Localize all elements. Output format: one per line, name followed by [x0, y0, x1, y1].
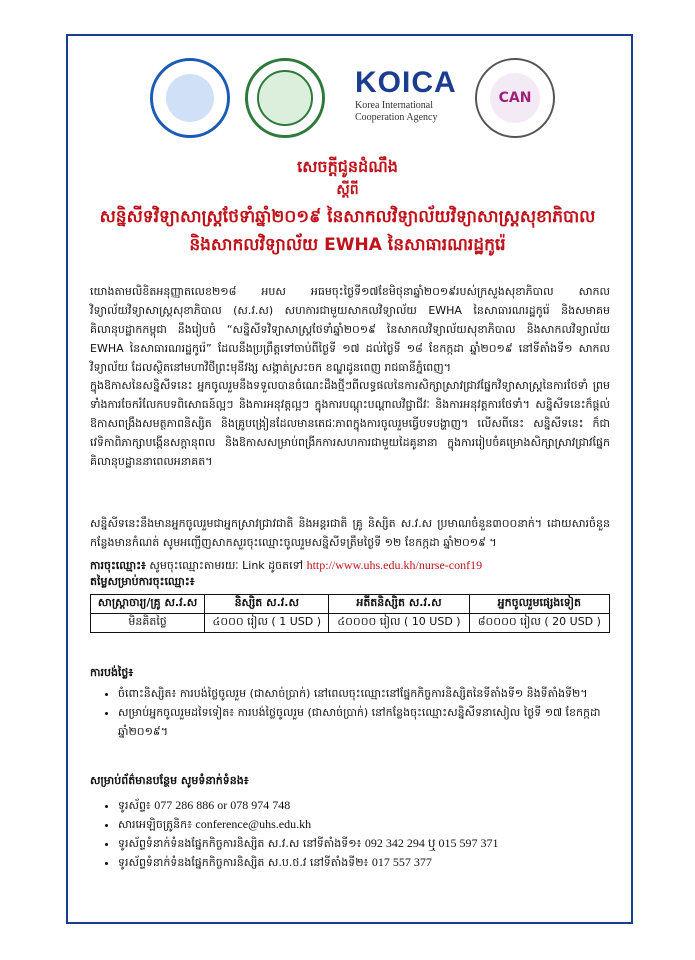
list-item	[118, 796, 628, 815]
payment-list	[100, 684, 628, 741]
registration-label: ការចុះឈ្មោះ៖	[90, 559, 146, 572]
contact-list	[100, 796, 628, 872]
registration-line	[90, 558, 482, 575]
paragraph-participants: សន្និសីទនេះនឹងមានអ្នកចូលរួមជាអ្នកស្រាវជ្រាវជាតិ និងអន្តរជាតិ គ្រូ និស្សិត ស.វ.ស ប្រមាណចំនួន៣០០នាក់។ ដោយសារចំនួនកន្លែងមានកំណត់ សូមអញ្ជើញសាកសួរចុះឈ្មោះចូលរួមសន្និសីទត្រឹមថ្ងៃទី ១២ ខែកក្កដា ឆ្នាំ២០១៩ ។	[90, 517, 610, 549]
koica-wordmark: KOICA	[355, 66, 457, 99]
contact-heading: សម្រាប់ព័ត៌មានបន្ថែម សូមទំនាក់ទំនង៖	[90, 774, 249, 787]
fees-cell-student: ៤០០០ រៀល ( 1 USD )	[205, 614, 329, 633]
contact-site1-value: 092 342 294 ឬ 015 597 371	[364, 836, 499, 850]
fees-header-alumni: អតីតនិស្សិត ស.វ.ស	[329, 595, 469, 614]
conference-title-line1: សន្និសីទវិទ្យាសាស្ត្រថែទាំឆ្នាំ២០១៩ នៃសាកលវិទ្យាល័យវិទ្យាសាស្ត្រសុខាភិបាល	[99, 207, 596, 227]
fees-header-other: អ្នកចូលរួមផ្សេងទៀត	[469, 595, 609, 614]
can-logo-text: CAN	[490, 73, 540, 123]
contact-site1-label: ទូរស័ព្ទទំនាក់ទំនងផ្នែកកិច្ចការនិស្សិត ស.វ.ស នៅទីតាំងទី១៖	[118, 837, 365, 850]
fees-cell-staff: មិនគិតថ្លៃ	[91, 614, 205, 633]
fees-label: តម្លៃសម្រាប់ការចុះឈ្មោះ៖	[90, 575, 195, 588]
paragraph-intro: យោងតាមលិខិតអនុញ្ញាតលេខ២១៨ អបស អធមចុះថ្ងៃទី១៧ខែមិថុនាឆ្នាំ២០១៩របស់ក្រសួងសុខាភិបាល សាកលវិទ្យាល័យវិទ្យាសាស្ត្រសុខាភិបាល (ស.វ.ស) សហការជាមួយសាកលវិទ្យាល័យ EWHA នៃសាធារណរដ្ឋកូរ៉េ និងសមាគមគិលានុបដ្ឋាកកម្ពុជា នឹងរៀបចំ “សន្និសីទវិទ្យាសាស្ត្រថែទាំឆ្នាំ២០១៩ នៃសាកលវិទ្យាល័យសុខាភិបាល និងសាកលវិទ្យាល័យ EWHA នៃសាធារណរដ្ឋកូរ៉េ” ដែលនឹងប្រព្រឹត្តទៅចាប់ពីថ្ងៃទី ១៧ ដល់ថ្ងៃទី ១៨ ខែកក្កដា ឆ្នាំ២០១៩ នៅទីតាំងទី១ សាកលវិទ្យាល័យ ដែលស្ថិតនៅមហាវិថីព្រះមុនីវង្ស សង្កាត់ស្រះចក ខណ្ឌដូនពេញ រាជធានីភ្នំពេញ។	[90, 285, 610, 374]
table-row	[91, 614, 610, 633]
contact-phone-label: ទូរស័ព្ទ៖	[118, 799, 155, 812]
list-item	[118, 853, 628, 872]
uhs-logo	[150, 58, 230, 138]
fees-table	[90, 594, 610, 633]
list-item	[118, 815, 628, 834]
paragraph-purpose: ក្នុងឱកាសនៃសន្និសីទនេះ អ្នកចូលរួមនឹងទទួលបានចំណេះដឹងថ្មីៗពីលទ្ធផលនៃការសិក្សាស្រាវជ្រាវផ្នែកវិទ្យាសាស្ត្រនៃការថែទាំ ព្រមទាំងការចែករំលែកបទពិសោធន៍ល្អៗ និងការអនុវត្តល្អៗ ក្នុងការបណ្តុះបណ្តាលវិជ្ជាជីវៈ និងការអនុវត្តការថែទាំ។ សន្និសីទនេះក៏ផ្តល់ឱកាសពង្រឹងសមត្ថភាពនិស្សិត និងគ្រូបង្រៀនដែលមានតេជៈភាពក្នុងការចូលរួមធ្វើបទបង្ហាញ។ លើសពីនេះ សន្និសីទនេះ ក៏ជាវេទិកាពិភាក្សាបង្កើនសក្តានុពល និងឱកាសសម្រាប់ពង្រីកការសហការជាមួយដៃគូនានា ក្នុងការរៀបចំគម្រោងសិក្សាស្រាវជ្រាវផ្នែកគិលានុបដ្ឋាននាពេលអនាគត។	[90, 379, 610, 468]
fees-header-staff: សាស្ត្រាចារ្យ/គ្រូ ស.វ.ស	[91, 595, 205, 614]
list-item: • សម្រាប់អ្នកចូលរួមដទៃទៀត៖ ការបង់ថ្លៃចូលរួម (ជាសាច់ប្រាក់) នៅកន្លែងចុះឈ្មោះសន្និសីទនាសៀល ថ្ងៃទី ១៧ ខែកក្កដា ឆ្នាំ២០១៩។	[118, 703, 628, 741]
uhs-building-icon	[166, 74, 214, 122]
ewha-emblem-icon	[257, 70, 313, 126]
logo-row	[150, 58, 550, 138]
contact-site2-label: ទូរស័ព្ទទំនាក់ទំនងផ្នែកកិច្ចការនិស្សិត ស.ប.ថ.វ នៅទីតាំងទី២៖	[118, 856, 372, 869]
payment-heading: ការបង់ថ្លៃ៖	[90, 666, 134, 679]
list-item	[118, 834, 628, 853]
koica-subtitle-1: Korea International	[355, 100, 434, 111]
ewha-logo	[245, 58, 325, 138]
koica-logo	[355, 66, 455, 134]
fees-header-row	[91, 595, 610, 614]
list-item: • ចំពោះនិស្សិត៖ ការបង់ថ្លៃចូលរួម (ជាសាច់ប្រាក់) នៅពេលចុះឈ្មោះនៅផ្នែកកិច្ចការនិស្សិតនៃទីតាំងទី១ និងទីតាំងទី២។	[118, 684, 628, 703]
announcement-title: សេចក្តីជូនដំណឹង	[297, 157, 398, 176]
conference-title-line2: និងសាកលវិទ្យាល័យ EWHA នៃសាធារណរដ្ឋកូរ៉េ	[189, 235, 506, 255]
can-logo	[475, 58, 555, 138]
fees-header-student: និស្សិត ស.វ.ស	[205, 595, 329, 614]
contact-email-label: សារអេឡិចត្រូនិក៖	[118, 818, 196, 831]
contact-site2-value: 017 557 377	[371, 855, 432, 869]
registration-link[interactable]: http://www.uhs.edu.kh/nurse-conf19	[306, 558, 483, 572]
announcement-subject-label: ស្តីពី	[336, 182, 359, 198]
contact-phone-value: 077 286 886 or 078 974 748	[154, 798, 291, 812]
fees-cell-alumni: ៤០០០០ រៀល ( 10 USD )	[329, 614, 469, 633]
fees-cell-other: ៨០០០០ រៀល ( 20 USD )	[469, 614, 609, 633]
registration-text: សូមចុះឈ្មោះតាមរយៈ Link ដូចតទៅ	[149, 559, 304, 572]
koica-subtitle-2: Cooperation Agency	[355, 112, 438, 123]
contact-email-value[interactable]: conference@uhs.edu.kh	[195, 817, 312, 831]
